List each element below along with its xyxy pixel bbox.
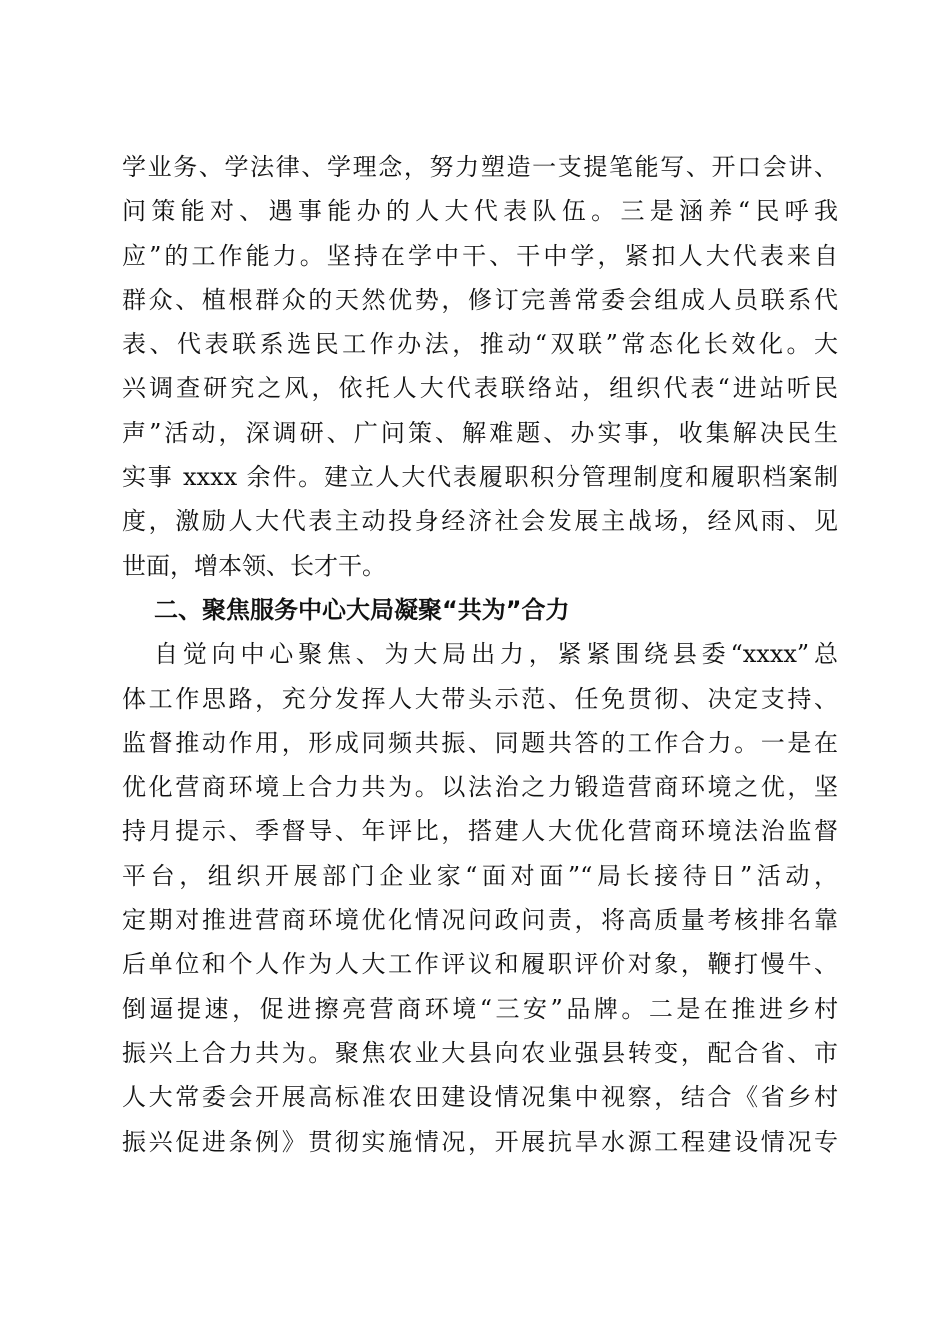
- section-heading: [122, 588, 838, 632]
- text-line: 学业务、学法律、学理念，努力塑造一支提笔能写、开口会讲、: [122, 153, 838, 181]
- text-line: 兴调查研究之风，依托人大代表联络站，组织代表“进站听民: [122, 374, 838, 403]
- text-line: 表、代表联系选民工作办法，推动“双联”常态化长效化。大: [122, 330, 838, 359]
- text-line: 优化营商环境上合力共为。以法治之力锻造营商环境之优，坚: [122, 773, 838, 802]
- text-line: 倒逼提速，促进擦亮营商环境“三安”品牌。二是在推进乡村: [122, 994, 838, 1023]
- text-line: 振兴促进条例》贯彻实施情况，开展抗旱水源工程建设情况专: [122, 1127, 838, 1156]
- text-line: 世面，增本领、长才干。: [122, 551, 386, 580]
- text-line: 度，激励人大代表主动投身经济社会发展主战场，经风雨、见: [122, 507, 838, 536]
- text-line: 后单位和个人作为人大工作评议和履职评价对象，鞭打慢牛、: [122, 950, 838, 979]
- paragraph: [122, 145, 838, 588]
- text-line: 问策能对、遇事能办的人大代表队伍。三是涵养“民呼我: [122, 197, 838, 226]
- paragraph: [122, 632, 838, 1164]
- text-line: 自觉向中心聚焦、为大局出力，紧紧围绕县委“xxxx”总: [154, 640, 838, 669]
- text-line: 人大常委会开展高标准农田建设情况集中视察，结合《省乡村: [122, 1083, 838, 1112]
- text-line: 实事 xxxx 余件。建立人大代表履职积分管理制度和履职档案制: [122, 463, 838, 492]
- text-line: 体工作思路，充分发挥人大带头示范、任免贯彻、决定支持、: [122, 684, 838, 713]
- text-line: 声”活动，深调研、广问策、解难题、办实事，收集解决民生: [122, 418, 838, 447]
- document-body: [122, 145, 838, 1164]
- text-line: 监督推动作用，形成同频共振、同题共答的工作合力。一是在: [122, 728, 838, 757]
- text-line: 持月提示、季督导、年评比，搭建人大优化营商环境法治监督: [122, 817, 838, 846]
- text-line: 振兴上合力共为。聚焦农业大县向农业强县转变，配合省、市: [122, 1038, 838, 1067]
- text-line: 定期对推进营商环境优化情况问政问责，将高质量考核排名靠: [122, 906, 838, 935]
- text-line: 群众、植根群众的天然优势，修订完善常委会组成人员联系代: [122, 285, 838, 314]
- text-line: 平台，组织开展部门企业家“面对面”“局长接待日”活动，: [122, 861, 838, 890]
- text-line: 二、聚焦服务中心大局凝聚“共为”合力: [154, 595, 570, 624]
- text-line: 应”的工作能力。坚持在学中干、干中学，紧扣人大代表来自: [122, 241, 838, 270]
